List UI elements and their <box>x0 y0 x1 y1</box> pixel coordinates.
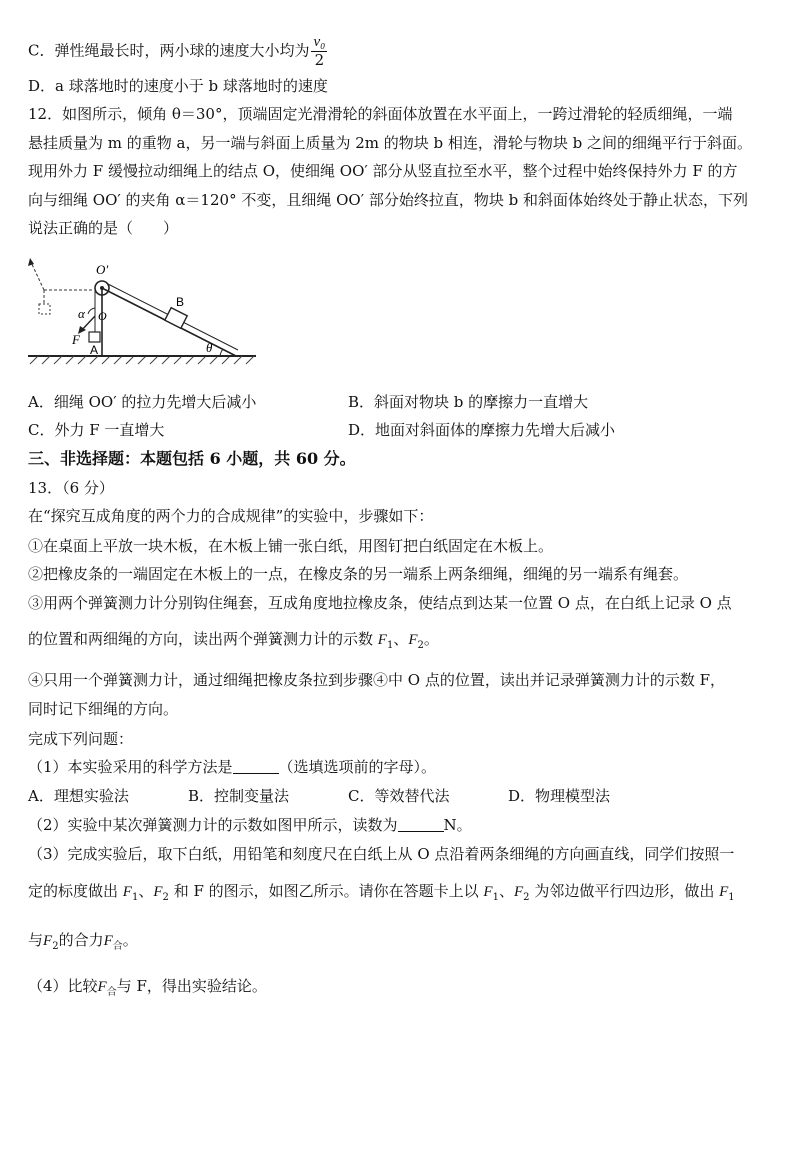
q12-stem-line4: 向与细绳 OO′ 的夹角 α＝120° 不变，且细绳 OO′ 部分始终拉直，物块 b 和斜面体始终处于静止状态，下列 <box>28 191 749 209</box>
q12-stem-line1: 12．如图所示，倾角 θ＝30°，顶端固定光滑滑轮的斜面体放置在水平面上，一跨过滑轮的轻质细绳，一端 <box>28 105 733 123</box>
q13-part2: （2）实验中某次弹簧测力计的示数如图甲所示，读数为 N。 <box>28 816 472 834</box>
q12-option-b: B．斜面对物块 b 的摩擦力一直增大 <box>348 393 589 411</box>
q13-part1-option-a: A．理想实验法 <box>28 787 129 805</box>
section-title: 三、非选择题：本题包括 6 小题，共 60 分。 <box>28 449 356 468</box>
q13-intro: 在“探究互成角度的两个力的合成规律”的实验中，步骤如下： <box>28 507 434 525</box>
q13-step1: ①在桌面上平放一块木板，在木板上铺一张白纸，用图钉把白纸固定在木板上。 <box>28 537 554 555</box>
incline-pulley-figure <box>24 246 264 368</box>
label-o-prime: O′ <box>96 262 109 277</box>
q13-step3-line1: ③用两个弹簧测力计分别钩住绳套，互成角度地拉橡皮条，使结点到达某一位置 O 点，在白纸上记录 O 点 <box>28 594 732 612</box>
label-theta: θ <box>206 340 213 355</box>
q12-stem-line5: 说法正确的是（ ） <box>28 219 179 237</box>
q13-part1-option-b: B．控制变量法 <box>188 787 290 805</box>
label-b: B <box>176 295 185 309</box>
q12-option-a: A．细绳 OO′ 的拉力先增大后减小 <box>28 393 257 411</box>
q13-step4-line2: 同时记下细绳的方向。 <box>28 700 179 718</box>
q13-part3-line3: 与$F_2$的合力$F_合$。 <box>28 931 138 952</box>
q13-part1-option-d: D．物理模型法 <box>508 787 611 805</box>
q12-option-c: C．外力 F 一直增大 <box>28 421 165 439</box>
q13-prompt: 完成下列问题： <box>28 730 134 748</box>
q13-step2: ②把橡皮条的一端固定在木板上的一点，在橡皮条的另一端系上两条细绳，细绳的另一端系有绳套。 <box>28 565 689 583</box>
label-alpha: α <box>78 306 85 321</box>
q13-part1-option-c: C．等效替代法 <box>348 787 450 805</box>
q13-part1: （1）本实验采用的科学方法是 （选填选项前的字母）。 <box>28 758 437 776</box>
q12-stem-line3: 现用外力 F 缓慢拉动细绳上的结点 O，使细绳 OO′ 部分从竖直拉至水平，整个过程中始终保持外力 F 的方 <box>28 162 738 180</box>
q13-step3-line2: 的位置和两细绳的方向，读出两个弹簧测力计的示数 $F_1$、$F_2$。 <box>28 630 439 651</box>
q13-step4-line1: ④只用一个弹簧测力计，通过细绳把橡皮条拉到步骤④中 O 点的位置，读出并记录弹簧测力计的示数 F， <box>28 671 726 689</box>
fraction-v0-over-2: $\frac{\text{v₀}}{2}$ <box>313 34 326 69</box>
q12-stem-line2: 悬挂质量为 m 的重物 a，另一端与斜面上质量为 2m 的物块 b 相连，滑轮与物块 b 之间的细绳平行于斜面。 <box>28 134 753 152</box>
label-a: A <box>90 343 99 357</box>
label-o: O <box>98 309 107 323</box>
label-f: F <box>72 332 80 347</box>
q12-option-d: D．地面对斜面体的摩擦力先增大后减小 <box>348 421 616 439</box>
q13-part3-line1: （3）完成实验后，取下白纸，用铅笔和刻度尺在白纸上从 O 点沿着两条细绳的方向画直线，同学们按照一 <box>28 845 735 863</box>
q13-part4: （4）比较$F_合$与 F，得出实验结论。 <box>28 977 267 998</box>
q13-header: 13．（6 分） <box>28 479 114 497</box>
answer-blank-1[interactable] <box>233 759 279 774</box>
q11-option-c: C．弹性绳最长时，两小球的速度大小均为 $\frac{\text{v₀}}{2}$ <box>28 34 326 69</box>
q13-part3-line2: 定的标度做出 $F_1$、$F_2$ 和 F 的图示，如图乙所示。请你在答题卡上以 $F_1$、$F_2$ 为邻边做平行四边形，做出 $F_1$ <box>28 882 735 903</box>
answer-blank-2[interactable] <box>398 817 444 832</box>
q11-option-d: D．a 球落地时的速度小于 b 球落地时的速度 <box>28 77 328 95</box>
